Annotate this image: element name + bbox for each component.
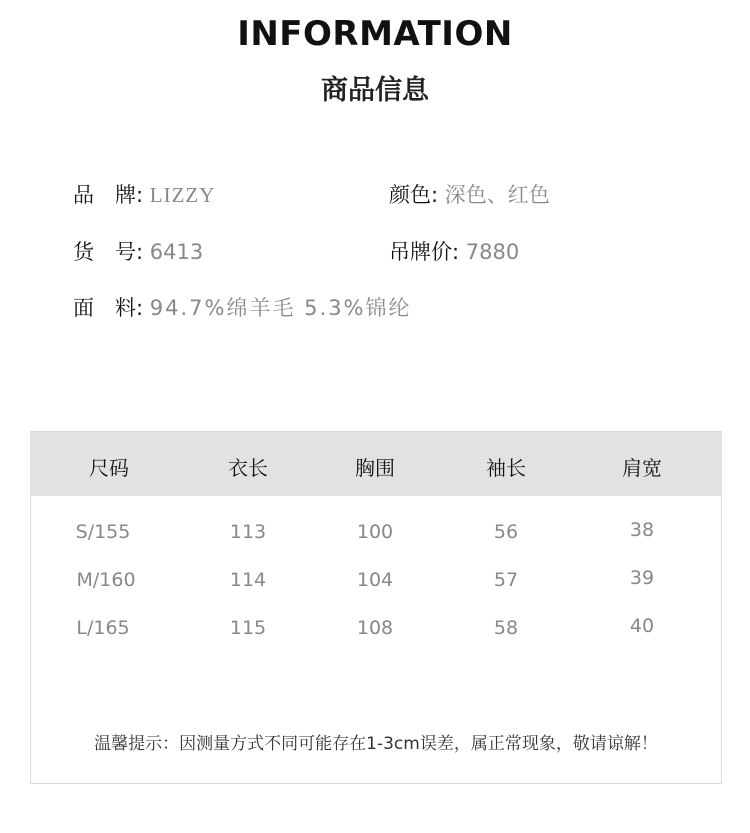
color-value: 深色、红色 (444, 183, 550, 207)
header-size: 尺码 (89, 456, 129, 480)
length-cell: 115 (229, 617, 267, 639)
length-cell: 114 (229, 569, 267, 591)
shoulder-cell: 39 (629, 567, 655, 589)
brand-row (73, 179, 215, 209)
fabric-value: 94.7%绵羊毛 5.3%锦纶 (149, 296, 412, 320)
sleeve-cell: 56 (493, 521, 519, 543)
size-cell: M/160 (76, 569, 136, 591)
color-label: 颜色: (389, 183, 439, 207)
chest-cell: 100 (356, 521, 394, 543)
sleeve-cell: 58 (493, 617, 519, 639)
size-table-header (31, 432, 721, 496)
brand-value: LIZZY (149, 183, 216, 207)
measurement-note: 温馨提示：因测量方式不同可能存在1-3cm误差，属正常现象，敬请谅解！ (94, 734, 658, 754)
shoulder-cell: 38 (629, 519, 655, 541)
page-subtitle: 商品信息 (321, 75, 429, 106)
size-cell: S/155 (75, 521, 131, 543)
item-no-row (73, 236, 203, 266)
header-chest: 胸围 (355, 456, 395, 480)
size-table (30, 431, 722, 784)
fabric-label: 面 料: (73, 296, 144, 320)
item-no-label: 货 号: (73, 240, 144, 264)
header-sleeve: 袖长 (486, 456, 526, 480)
tag-price-row (389, 236, 519, 266)
item-no-value: 6413 (149, 240, 204, 264)
brand-label: 品 牌: (73, 183, 144, 207)
length-cell: 113 (229, 521, 267, 543)
chest-cell: 104 (356, 569, 394, 591)
size-cell: L/165 (76, 617, 130, 639)
tag-price-label: 吊牌价: (389, 240, 460, 264)
chest-cell: 108 (356, 617, 394, 639)
shoulder-cell: 40 (629, 615, 655, 637)
tag-price-value: 7880 (465, 240, 520, 264)
color-row (389, 179, 550, 209)
header-shoulder: 肩宽 (622, 456, 662, 480)
header-length: 衣长 (228, 456, 268, 480)
fabric-row (73, 292, 412, 322)
sleeve-cell: 57 (493, 569, 519, 591)
page-title: INFORMATION (237, 14, 513, 54)
